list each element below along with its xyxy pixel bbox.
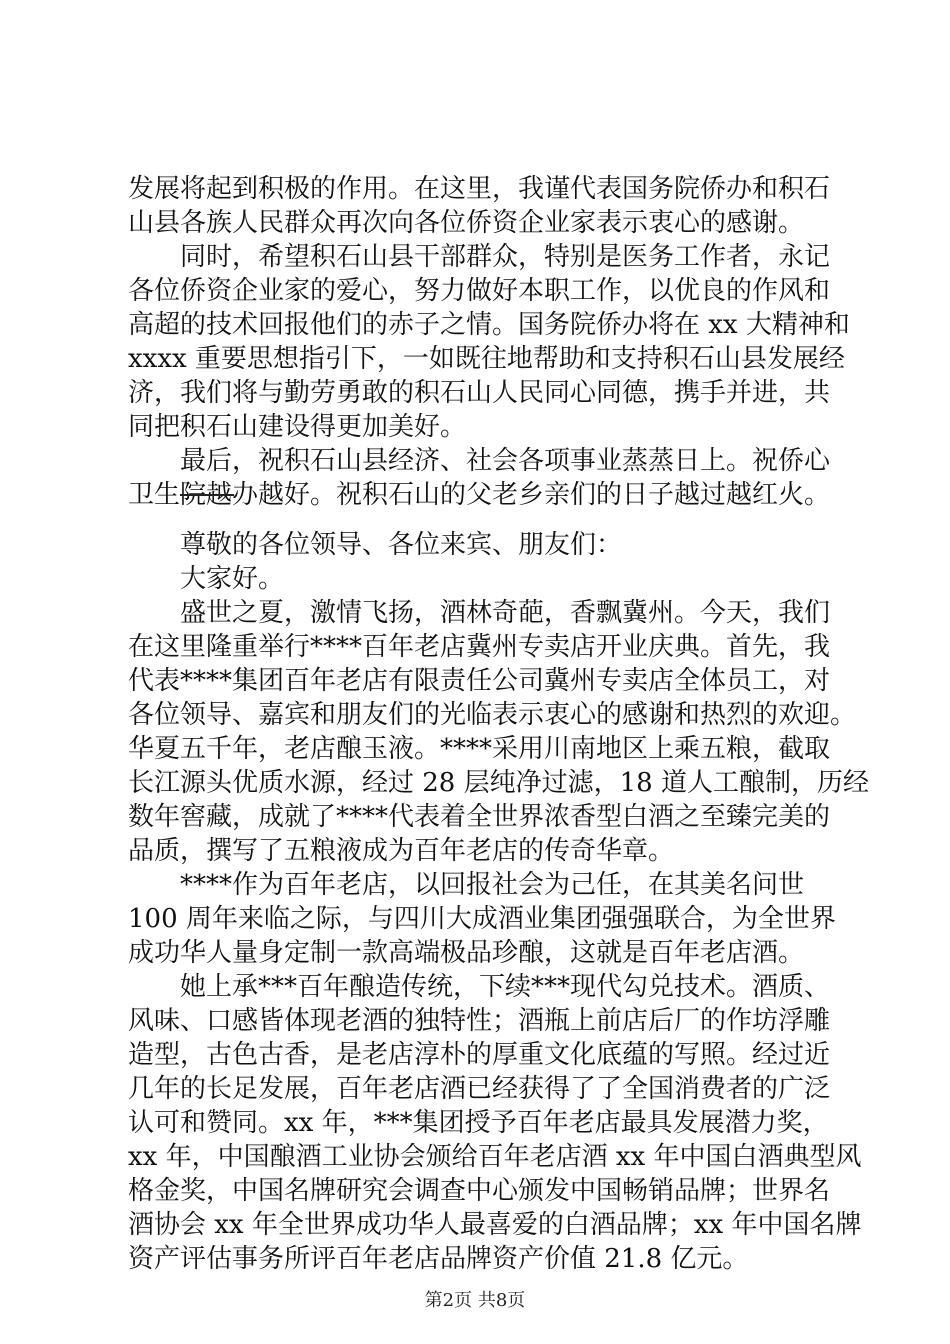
text-line: 长江源头优质水源，经过 28 层纯净过滤，18 道人工酿制，历经 [128,768,869,798]
text-line: 发展将起到积极的作用。在这里，我谨代表国务院侨办和积石 [128,174,831,204]
text-line: 资产评估事务所评百年老店品牌资产价值 21.8 亿元。 [128,1244,749,1274]
text-line: 济，我们将与勤劳勇敢的积石山人民同心同德，携手并进，共 [128,378,831,408]
text-line: 格金奖，中国名牌研究会调查中心颁发中国畅销品牌；世界名 [128,1176,831,1206]
page-footer: 第2页 共8页 [424,1290,526,1311]
text-line: 同把积石山建设得更加美好。 [128,412,467,442]
text-line: 大家好。 [180,564,285,594]
text-line: 高超的技术回报他们的赤子之情。国务院侨办将在 xx 大精神和 [128,310,850,340]
text-line: 在这里隆重举行****百年老店冀州专卖店开业庆典。首先，我 [128,632,831,662]
text-line: 品质，撰写了五粮液成为百年老店的传奇华章。 [128,836,675,866]
text-line: 各位领导、嘉宾和朋友们的光临表示衷心的感谢和热烈的欢迎。 [128,700,857,730]
text-line: 最后，祝积石山县经济、社会各项事业蒸蒸日上。祝侨心 [180,446,831,476]
text-line: 风味、口感皆体现老酒的独特性；酒瓶上前店后厂的作坊浮雕 [128,1006,831,1036]
text-line: 几年的长足发展，百年老店酒已经获得了了全国消费者的广泛 [128,1074,831,1104]
section-separator [180,494,234,496]
text-line: 100 周年来临之际，与四川大成酒业集团强强联合，为全世界 [128,904,836,934]
text-line: 同时，希望积石山县干部群众，特别是医务工作者，永记 [180,242,831,272]
text-line: 尊敬的各位领导、各位来宾、朋友们： [180,530,623,560]
text-line: xx 年，中国酿酒工业协会颁给百年老店酒 xx 年中国白酒典型风 [128,1142,862,1172]
text-line: 代表****集团百年老店有限责任公司冀州专卖店全体员工，对 [128,666,831,696]
text-line: 她上承***百年酿造传统，下续***现代勾兑技术。酒质、 [180,972,831,1002]
text-line: 卫生院越办越好。祝积石山的父老乡亲们的日子越过越红火。 [128,480,831,510]
text-line: ****作为百年老店，以回报社会为己任，在其美名问世 [180,870,805,900]
text-line: 造型，古色古香，是老店淳朴的厚重文化底蕴的写照。经过近 [128,1040,831,1070]
text-line: 认可和赞同。xx 年，***集团授予百年老店最具发展潜力奖， [128,1108,829,1138]
text-line: xxxx 重要思想指引下，一如既往地帮助和支持积石山县发展经 [128,344,845,374]
text-line: 山县各族人民群众再次向各位侨资企业家表示衷心的感谢。 [128,208,805,238]
text-line: 华夏五千年，老店酿玉液。****采用川南地区上乘五粮，截取 [128,734,831,764]
text-line: 酒协会 xx 年全世界成功华人最喜爱的白酒品牌；xx 年中国名牌 [128,1210,862,1240]
text-line: 成功华人量身定制一款高端极品珍酿，这就是百年老店酒。 [128,938,805,968]
text-line: 各位侨资企业家的爱心，努力做好本职工作，以优良的作风和 [128,276,831,306]
text-line: 盛世之夏，激情飞扬，酒林奇葩，香飘冀州。今天，我们 [180,598,831,628]
text-line: 数年窖藏，成就了****代表着全世界浓香型白酒之至臻完美的 [128,802,831,832]
